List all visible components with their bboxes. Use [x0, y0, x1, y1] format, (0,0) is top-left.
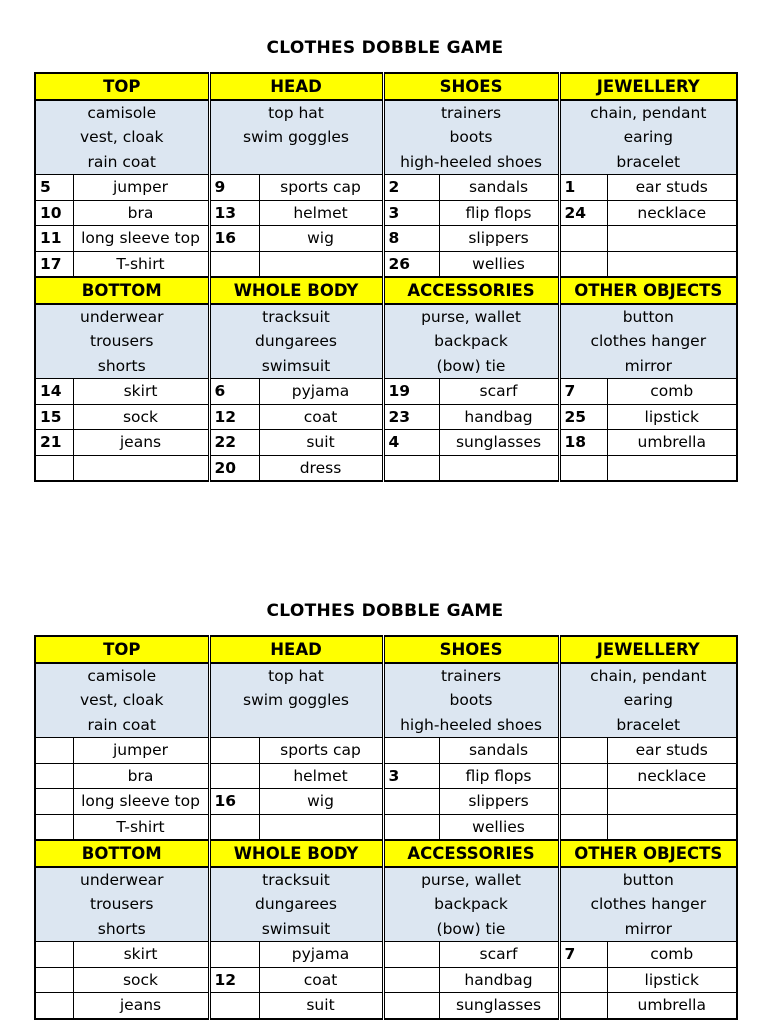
item-word: necklace — [607, 763, 737, 789]
example-list-row — [35, 688, 737, 713]
example-item: trousers — [35, 329, 209, 354]
item-number — [35, 942, 73, 968]
dobble-table — [34, 72, 738, 482]
item-word: skirt — [73, 379, 209, 405]
item-word: helmet — [259, 200, 383, 226]
item-number — [383, 993, 439, 1019]
item-word: bra — [73, 763, 209, 789]
item-word — [607, 455, 737, 481]
category-header-row — [35, 840, 737, 867]
example-item — [209, 150, 383, 175]
item-word: comb — [607, 379, 737, 405]
example-item: trousers — [35, 892, 209, 917]
item-word: jeans — [73, 430, 209, 456]
item-number: 5 — [35, 175, 73, 201]
category-header: SHOES — [383, 636, 559, 663]
table-row — [35, 226, 737, 252]
item-word — [73, 455, 209, 481]
item-word: pyjama — [259, 379, 383, 405]
item-number — [559, 763, 607, 789]
item-word: dress — [259, 455, 383, 481]
example-item: rain coat — [35, 713, 209, 738]
item-word: handbag — [439, 967, 559, 993]
item-number: 8 — [383, 226, 439, 252]
sheet-title: CLOTHES DOBBLE GAME — [266, 601, 504, 621]
item-number: 7 — [559, 379, 607, 405]
item-number — [559, 455, 607, 481]
example-item — [209, 713, 383, 738]
item-word: wig — [259, 789, 383, 815]
sheet-title: CLOTHES DOBBLE GAME — [266, 38, 504, 58]
example-list-row — [35, 125, 737, 150]
table-row — [35, 200, 737, 226]
category-header-row — [35, 73, 737, 100]
example-item: (bow) tie — [383, 354, 559, 379]
item-number — [209, 993, 259, 1019]
example-item: camisole — [35, 100, 209, 126]
example-item: bracelet — [559, 150, 737, 175]
category-header-row — [35, 636, 737, 663]
example-item: backpack — [383, 892, 559, 917]
item-number: 19 — [383, 379, 439, 405]
item-number: 7 — [559, 942, 607, 968]
item-word: wellies — [439, 814, 559, 840]
example-item: chain, pendant — [559, 663, 737, 689]
item-number — [559, 967, 607, 993]
category-header: HEAD — [209, 73, 383, 100]
table-row — [35, 379, 737, 405]
example-item: dungarees — [209, 892, 383, 917]
item-number — [209, 763, 259, 789]
example-item: swimsuit — [209, 354, 383, 379]
example-item: dungarees — [209, 329, 383, 354]
example-item: mirror — [559, 917, 737, 942]
item-word: slippers — [439, 226, 559, 252]
item-word: necklace — [607, 200, 737, 226]
dobble-sheet-2 — [34, 599, 736, 1020]
item-number: 12 — [209, 967, 259, 993]
example-item: top hat — [209, 663, 383, 689]
category-header: BOTTOM — [35, 840, 209, 867]
item-word: skirt — [73, 942, 209, 968]
item-number — [209, 942, 259, 968]
item-word: jumper — [73, 175, 209, 201]
table-row — [35, 175, 737, 201]
example-item: boots — [383, 125, 559, 150]
item-word — [259, 251, 383, 277]
item-word: scarf — [439, 379, 559, 405]
item-word: long sleeve top — [73, 789, 209, 815]
item-number — [383, 455, 439, 481]
example-item: rain coat — [35, 150, 209, 175]
item-word — [259, 814, 383, 840]
item-number — [209, 251, 259, 277]
category-header-row — [35, 277, 737, 304]
item-number: 25 — [559, 404, 607, 430]
example-item: button — [559, 867, 737, 893]
example-item: top hat — [209, 100, 383, 126]
item-number — [35, 814, 73, 840]
item-number — [35, 993, 73, 1019]
item-word: sandals — [439, 175, 559, 201]
item-number: 6 — [209, 379, 259, 405]
example-item: high-heeled shoes — [383, 150, 559, 175]
item-word — [607, 226, 737, 252]
item-word: handbag — [439, 404, 559, 430]
item-word — [607, 814, 737, 840]
item-word: wellies — [439, 251, 559, 277]
example-item: tracksuit — [209, 867, 383, 893]
example-list-row — [35, 329, 737, 354]
item-number — [559, 789, 607, 815]
example-item: trainers — [383, 100, 559, 126]
example-item: bracelet — [559, 713, 737, 738]
item-word: sports cap — [259, 175, 383, 201]
table-row — [35, 763, 737, 789]
category-header: ACCESSORIES — [383, 840, 559, 867]
item-word: comb — [607, 942, 737, 968]
category-header: TOP — [35, 73, 209, 100]
item-word: coat — [259, 967, 383, 993]
category-header: ACCESSORIES — [383, 277, 559, 304]
example-item: shorts — [35, 354, 209, 379]
example-item: trainers — [383, 663, 559, 689]
example-item: chain, pendant — [559, 100, 737, 126]
item-word: coat — [259, 404, 383, 430]
table-row — [35, 814, 737, 840]
item-word — [607, 251, 737, 277]
item-number: 3 — [383, 763, 439, 789]
table-row — [35, 251, 737, 277]
example-list-row — [35, 892, 737, 917]
item-word: suit — [259, 430, 383, 456]
item-word: flip flops — [439, 200, 559, 226]
category-header: JEWELLERY — [559, 73, 737, 100]
category-header: JEWELLERY — [559, 636, 737, 663]
example-item: camisole — [35, 663, 209, 689]
item-number — [559, 226, 607, 252]
item-number: 12 — [209, 404, 259, 430]
item-number: 16 — [209, 789, 259, 815]
example-item: mirror — [559, 354, 737, 379]
item-word: sock — [73, 967, 209, 993]
table-row — [35, 430, 737, 456]
item-word: helmet — [259, 763, 383, 789]
example-item: tracksuit — [209, 304, 383, 330]
item-word — [439, 455, 559, 481]
item-number: 4 — [383, 430, 439, 456]
item-number — [35, 789, 73, 815]
example-list-row — [35, 150, 737, 175]
item-number — [35, 738, 73, 764]
item-number: 26 — [383, 251, 439, 277]
item-number — [559, 251, 607, 277]
category-header: SHOES — [383, 73, 559, 100]
table-row — [35, 738, 737, 764]
item-number: 22 — [209, 430, 259, 456]
example-item: boots — [383, 688, 559, 713]
item-word: T-shirt — [73, 814, 209, 840]
item-number — [383, 789, 439, 815]
dobble-sheet-1 — [34, 36, 736, 482]
item-word: lipstick — [607, 967, 737, 993]
item-word: T-shirt — [73, 251, 209, 277]
item-word: wig — [259, 226, 383, 252]
item-number: 1 — [559, 175, 607, 201]
item-number — [383, 814, 439, 840]
category-header: OTHER OBJECTS — [559, 840, 737, 867]
example-item: underwear — [35, 867, 209, 893]
item-word: sock — [73, 404, 209, 430]
category-header: BOTTOM — [35, 277, 209, 304]
item-word: slippers — [439, 789, 559, 815]
category-header: WHOLE BODY — [209, 277, 383, 304]
category-header: WHOLE BODY — [209, 840, 383, 867]
item-word: lipstick — [607, 404, 737, 430]
table-row — [35, 967, 737, 993]
example-item: purse, wallet — [383, 867, 559, 893]
item-number — [35, 967, 73, 993]
item-number: 14 — [35, 379, 73, 405]
item-number: 2 — [383, 175, 439, 201]
item-number: 20 — [209, 455, 259, 481]
category-header: TOP — [35, 636, 209, 663]
example-item: swim goggles — [209, 688, 383, 713]
item-number — [383, 967, 439, 993]
item-number — [383, 738, 439, 764]
example-item: earing — [559, 688, 737, 713]
example-list-row — [35, 304, 737, 330]
item-word: bra — [73, 200, 209, 226]
example-item: high-heeled shoes — [383, 713, 559, 738]
item-number — [559, 993, 607, 1019]
item-word: jumper — [73, 738, 209, 764]
example-item: (bow) tie — [383, 917, 559, 942]
example-item: purse, wallet — [383, 304, 559, 330]
item-word: sunglasses — [439, 430, 559, 456]
example-item: clothes hanger — [559, 329, 737, 354]
example-list-row — [35, 354, 737, 379]
item-word: scarf — [439, 942, 559, 968]
table-row — [35, 404, 737, 430]
item-number — [559, 738, 607, 764]
item-number — [209, 814, 259, 840]
example-item: vest, cloak — [35, 125, 209, 150]
example-item: earing — [559, 125, 737, 150]
item-word: ear studs — [607, 738, 737, 764]
item-word: ear studs — [607, 175, 737, 201]
table-row — [35, 993, 737, 1019]
example-list-row — [35, 917, 737, 942]
item-number: 17 — [35, 251, 73, 277]
example-item: underwear — [35, 304, 209, 330]
item-number: 16 — [209, 226, 259, 252]
example-item: vest, cloak — [35, 688, 209, 713]
item-number — [559, 814, 607, 840]
item-number: 10 — [35, 200, 73, 226]
dobble-table — [34, 635, 738, 1020]
item-word: sandals — [439, 738, 559, 764]
item-number — [35, 455, 73, 481]
item-number: 11 — [35, 226, 73, 252]
example-list-row — [35, 867, 737, 893]
item-word: sports cap — [259, 738, 383, 764]
item-number: 9 — [209, 175, 259, 201]
item-number: 18 — [559, 430, 607, 456]
category-header: HEAD — [209, 636, 383, 663]
example-item: swim goggles — [209, 125, 383, 150]
item-word: sunglasses — [439, 993, 559, 1019]
item-word: pyjama — [259, 942, 383, 968]
example-item: shorts — [35, 917, 209, 942]
item-word: suit — [259, 993, 383, 1019]
item-number — [383, 942, 439, 968]
item-word: flip flops — [439, 763, 559, 789]
item-number — [209, 738, 259, 764]
item-number: 23 — [383, 404, 439, 430]
item-word: umbrella — [607, 430, 737, 456]
item-word: umbrella — [607, 993, 737, 1019]
table-row — [35, 789, 737, 815]
example-list-row — [35, 100, 737, 126]
item-number — [35, 763, 73, 789]
example-list-row — [35, 663, 737, 689]
example-item: backpack — [383, 329, 559, 354]
example-list-row — [35, 713, 737, 738]
item-number: 3 — [383, 200, 439, 226]
category-header: OTHER OBJECTS — [559, 277, 737, 304]
example-item: swimsuit — [209, 917, 383, 942]
item-number: 13 — [209, 200, 259, 226]
item-number: 21 — [35, 430, 73, 456]
table-row — [35, 455, 737, 481]
item-number: 24 — [559, 200, 607, 226]
item-word: jeans — [73, 993, 209, 1019]
table-row — [35, 942, 737, 968]
example-item: button — [559, 304, 737, 330]
item-number: 15 — [35, 404, 73, 430]
item-word: long sleeve top — [73, 226, 209, 252]
example-item: clothes hanger — [559, 892, 737, 917]
item-word — [607, 789, 737, 815]
